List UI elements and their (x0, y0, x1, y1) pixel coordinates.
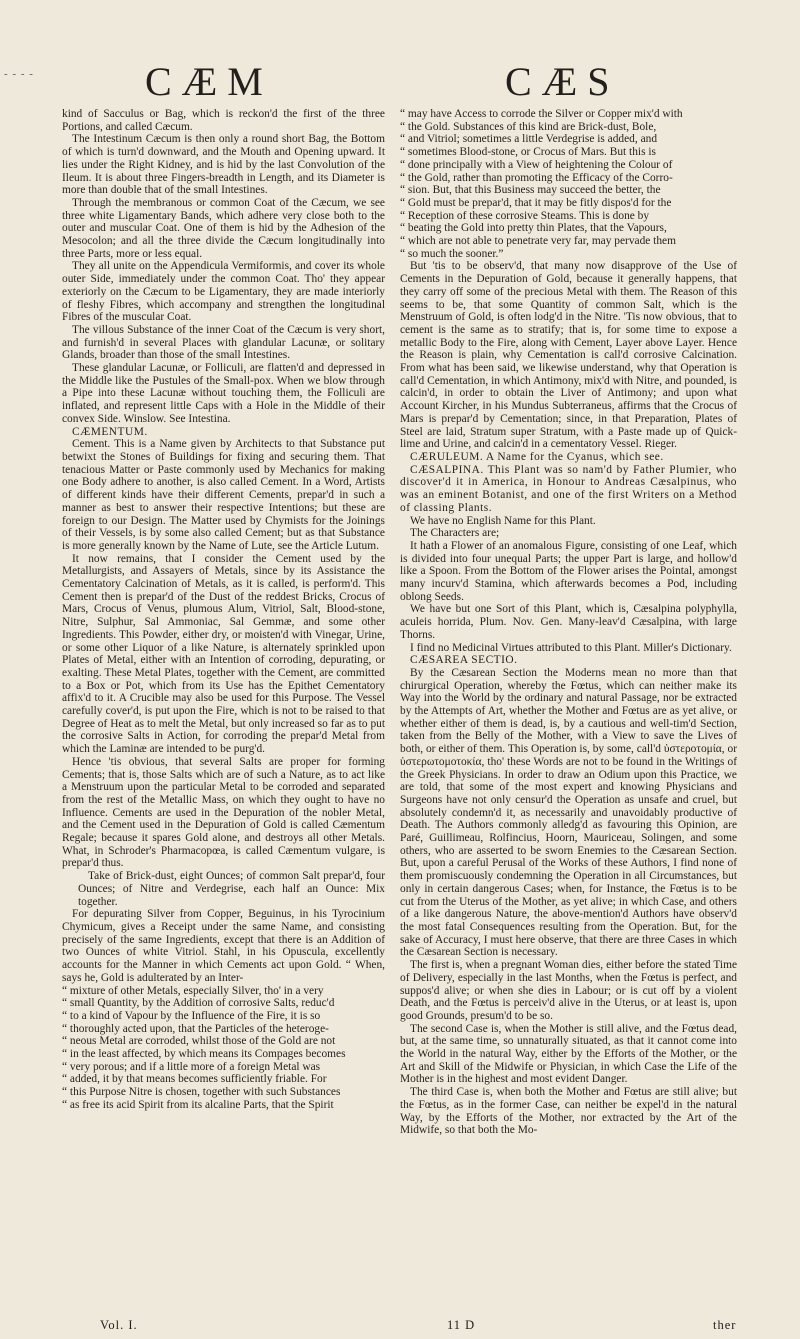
paragraph: These glandular Lacunæ, or Folliculi, are flatten'd and depressed in the Middle like the Pustules of the Small-pox. When we blow through a Pipe into these Lacunæ without touching them, the Folliculi are inflated, and represent little Caps with a Hole in the Middle of their convex Side. Winslow. See Intestina. (62, 362, 385, 425)
paragraph: For depurating Silver from Copper, Beguinus, in his Tyrocinium Chymicum, gives a Receipt under the same Name, and consisting precisely of the same Ingredients, except that there is an Addition of two Ounces of white Vitriol. Stahl, in his Opuscula, excellently accounts for the Manner in which Cements act upon Gold. “ When, says he, Gold is adulterated by an Inter- (62, 908, 385, 984)
left-column (62, 108, 385, 1112)
paragraph: The first is, when a pregnant Woman dies, either before the stated Time of Delivery, especially in the last Months, when the Fœtus is perfect, and suppos'd alive; or when she dies in Labour; or is cut off by a violent Death, and the Fœtus is perceiv'd alive in the Uterus, or at least is, upon good Grounds, presum'd to be so. (400, 959, 737, 1022)
paragraph: kind of Sacculus or Bag, which is reckon'd the first of the three Portions, and called Cæcum. (62, 108, 385, 133)
quoted-line: “ Reception of these corrosive Steams. This is done by (400, 209, 650, 222)
paragraph: The second Case is, when the Mother is still alive, and the Fœtus dead, but, at the same time, so unnaturally situated, as that it cannot come into the World in the natural Way, either by the Efforts of the Mother, or the Art and Skill of the Midwife or Physician, in which Case the Life of the Mother is in the highest and most evident Danger. (400, 1022, 737, 1086)
paragraph: Cement. This is a Name given by Architects to that Substance put betwixt the Stones of Buildings for fixing and securing them. That tenacious Matter or Paste commonly used by Mechanics for making one Body adhere to another, is also called Cement. In a Word, Artists of different kinds have their different Cements, prepar'd in such a manner as best to answer their respective Intentions; but these are foreign to our Design. The Matter used by Chymists for the Joinings of their Vessels, is by some also called Cement; but as that Substance is more generally known by the Name of Lute, see the Article Lutum. (62, 438, 385, 552)
quoted-line: “ the Gold. Substances of this kind are Brick-dust, Bole, (400, 120, 657, 133)
quoted-line: “ may have Access to corrode the Silver or Copper mix'd with (400, 108, 683, 120)
quoted-line: “ to a kind of Vapour by the Influence of the Fire, it is so (62, 1009, 321, 1022)
quoted-line: “ the Gold, rather than promoting the Efficacy of the Corro- (400, 171, 673, 184)
quoted-line: “ added, it by that means becomes sufficiently friable. For (62, 1073, 327, 1086)
running-head-right: CÆS (505, 59, 620, 104)
paragraph: They all unite on the Appendicula Vermiformis, and cover its whole outer Side, immediately under the common Coat. Tho' they appear exteriorly on the Cæcum to be Ligamentary, they are made interiorly of fleshy Fibres, which accompany and strengthen the longitudinal Fibres of the muscular Coat. (62, 260, 385, 324)
entry-caeruleum: CÆRULEUM. A Name for the Cyanus, which see. (410, 450, 664, 463)
quoted-line: “ sometimes Blood-stone, or Crocus of Mars. But this is (400, 146, 656, 159)
quoted-line: “ sion. But, that this Business may succeed the better, the (400, 184, 661, 197)
margin-mark: - - - - (4, 68, 34, 80)
entry-heading-caementum: CÆMENTUM. (72, 425, 148, 438)
quoted-line: “ as free its acid Spirit from its alcaline Parts, that the Spirit (62, 1098, 334, 1111)
paragraph: The third Case is, when both the Mother and Fœtus are still alive; but the Fœtus, as in the former Case, can neither be expel'd in the natural Way, by the Efforts of the Mother, nor extracted by the Art of the Midwife, so that both the Mo- (400, 1086, 737, 1137)
quoted-line: “ so much the sooner.” (400, 247, 504, 260)
quoted-line: “ small Quantity, by the Addition of corrosive Salts, reduc'd (62, 997, 335, 1010)
quoted-line: “ mixture of other Metals, especially Silver, tho' in a very (62, 984, 324, 997)
quoted-line: “ Gold must be prepar'd, that it may be fitly dispos'd for the (400, 196, 672, 209)
quoted-line: “ and Vitriol; sometimes a little Verdegrise is added, and (400, 133, 658, 146)
paragraph: By the Cæsarean Section the Moderns mean no more than that chirurgical Operation, whereby the Fœtus, which can neither make its Way into the World by the ordinary and natural Passage, nor be extracted by the Attempts of Art, whether the Mother and Fœtus are as yet alive, or whether either of them is dead, is, by a cautious and well-tim'd Section, taken from the Belly of the Mother, with a View to save the Lives of both, or either of them. This Operation is, by some, call'd ὑστεροτομία, or ὑστερωτομοτοκία, tho' these Words are not to be found in the Writings of the Greek Physicians. In order to draw an Odium upon this Practice, we are told, that some of the most expert and knowing Physicians and Surgeons have not only censur'd the Operation as unsafe and cruel, but absolutely condemn'd it, as necessarily and unavoidably productive of Death. The Authors commonly alledg'd as favouring this Opinion, are Paré, Guillimeau, Rolfincius, Hoorn, Mauriceau, Solingen, and some others, who are asserted to be sworn Enemies to the Cæsarean Section. But, upon a careful Perusal of the Works of these Authors, I find none of them promiscuously condemning the Operation in all Circumstances, but only in certain dangerous Cases; when, for Instance, the Fœtus is to be cut from the Uterus of the Mother, as yet alive; in which Case, and others of a like dangerous Nature, the above-mention'd Authors have observ'd the most fatal Consequences resulting from the Operation. But, for the sake of Accuracy, I must here observe, that there are three Cases in which the Cæsarean Section is necessary. (400, 666, 737, 959)
paragraph: Through the membranous or common Coat of the Cæcum, we see three white Ligamentary Bands, which adhere very close both to the outer and muscular Coat. One of them is hid by the Adhesion of the Mesocolon; and all the three divide the Cæcum longitudinally into three Parts, more or less equal. (62, 196, 385, 260)
volume-label: Vol. I. (100, 1318, 138, 1332)
paragraph: The villous Substance of the inner Coat of the Cæcum is very short, and furnish'd in several Places with glandular Lacunæ, or solitary Glands, broader than those of the small Intestines. (62, 323, 385, 362)
signature-mark: 11 D (447, 1318, 476, 1332)
paragraph: The Intestinum Cæcum is then only a round short Bag, the Bottom of which is turn'd downward, and the Mouth and Opening upward. It lies under the Right Kidney, and is hid by the last Convolution of the Ileum. It is about three Fingers-breadth in Length, and its Diameter is more than double that of the small Intestines. (62, 133, 385, 197)
paragraph: I find no Medicinal Virtues attributed to this Plant. Miller's Dictionary. (410, 641, 732, 654)
entry-heading-caesarea-sectio: CÆSAREA SECTIO. (410, 654, 518, 667)
paragraph: But 'tis to be observ'd, that many now disapprove of the Use of Cements in the Depuration of Gold, because it generally happens, that they carry off some of the precious Metal with them. The Reason of this seems to be, that some Quantity of common Salt, which is the Menstruum of Gold, is often lodg'd in the Nitre. 'Tis now obvious, that to cement is the same as to stratify; that is, for some time to expose a metallic Body to the Fire, along with Cement, Layer above Layer. Hence the Reason is plain, why Cementation is call'd corrosive Calcination. From what has been said, we likewise understand, why that Operation is call'd Cementation, in which Antimony, mix'd with Nitre, and pounded, is calcin'd, in order to obtain the Liver of Antimony; and upon what Account Kircher, in his Mundus Subterraneus, affirms that the Crocus of Mars is prepar'd by Cementation; since, in that Preparation, Plates of Steel are laid, Stratum super Stratum, with a Paste made up of Quick-lime and Urine, and calcin'd in a cementatory Vessel. Rieger. (400, 260, 737, 451)
running-head-left: CÆM (145, 59, 273, 104)
paragraph: We have but one Sort of this Plant, which is, Cæsalpina polyphylla, aculeis horrida, Plum. Nov. Gen. Many-leav'd Cæsalpina, with large Thorns. (400, 603, 737, 641)
quoted-line: “ thoroughly acted upon, that the Particles of the heteroge- (62, 1022, 329, 1035)
quoted-line: “ very porous; and if a little more of a foreign Metal was (62, 1060, 321, 1073)
quoted-line: “ neous Metal are corroded, whilst those of the Gold are not (62, 1035, 336, 1048)
right-column (400, 108, 737, 1137)
paragraph: The Characters are; (410, 527, 500, 540)
paragraph: It hath a Flower of an anomalous Figure, consisting of one Leaf, which is divided into four unequal Parts; the upper Part is large, and hollow'd like a Spoon. From the Bottom of the Flower arises the Pointal, amongst many incurv'd Stamina, which afterwards becomes a Pod, including oblong Seeds. (400, 539, 737, 603)
paragraph: We have no English Name for this Plant. (410, 514, 596, 527)
paragraph: It now remains, that I consider the Cement used by the Metallurgists, and Assayers of Metals, since by its Assistance the Cementatory Calcination of Metals, as it is called, is perform'd. This Cement then is prepar'd of the Dust of the reddest Bricks, Crocus of Mars, Crocus of Venus, plumous Alum, Vitriol, Salt, Blood-stone, Nitre, Sulphur, Sal Ammoniac, Sal Gemmæ, and some other Ingredients. This Powder, either dry, or moisten'd with Vinegar, Urine, or some other Liquor of a like Nature, is alternately sprinkled upon Plates of Metal, either with an Intention of corroding, depurating, or exalting. These Metal Plates, together with the Cement, are committed to a Box or Pot, which from its Use has the Epithet Cementatory affix'd to it. A Crucible may also be used for this Purpose. The Vessel carefully cover'd, is put upon the Fire, which is not to be raised to that Degree of Heat as to melt the Metal, but only increased so far as to put the corrosive Salts in Action, for corroding the prepar'd Metal from which the Laminæ are intended to be purg'd. (62, 552, 385, 756)
paragraph: Hence 'tis obvious, that several Salts are proper for forming Cements; that is, those Salts which are of such a Nature, as to act like a Menstruum upon the particular Metal to be corroded and separated from the rest of the Metallic Mass, on which they ought to have no Influence. Cements are used in the Depuration of the nobler Metal, and the Cement used in the Depuration of Gold is called Cæmentum Regale; because it spares Gold alone, and destroys all other Metals. What, in Schroder's Pharmacopœa, is called Cæmentum vulgare, is prepar'd thus. (62, 755, 385, 870)
quoted-line: “ this Purpose Nitre is chosen, together with such Substances (62, 1086, 341, 1099)
entry-caesalpina: CÆSALPINA. This Plant was so nam'd by Father Plumier, who discover'd it in America, in Honour to Andreas Cæsalpinus, who was an eminent Botanist, and one of the first Writers on a Method of classing Plants. (400, 463, 737, 514)
quoted-line: “ done principally with a View of heightening the Colour of (400, 158, 673, 171)
quoted-line: “ beating the Gold into pretty thin Plates, that the Vapours, (400, 222, 667, 235)
catchword: ther (713, 1318, 737, 1332)
quoted-line: “ in the least affected, by which means its Compages becomes (62, 1048, 346, 1061)
quoted-line: “ which are not able to penetrate very far, may pervade them (400, 235, 676, 248)
recipe-block: Take of Brick-dust, eight Ounces; of common Salt prepar'd, four Ounces; of Nitre and Verdegrise, each half an Ounce: Mix together. (78, 870, 385, 908)
